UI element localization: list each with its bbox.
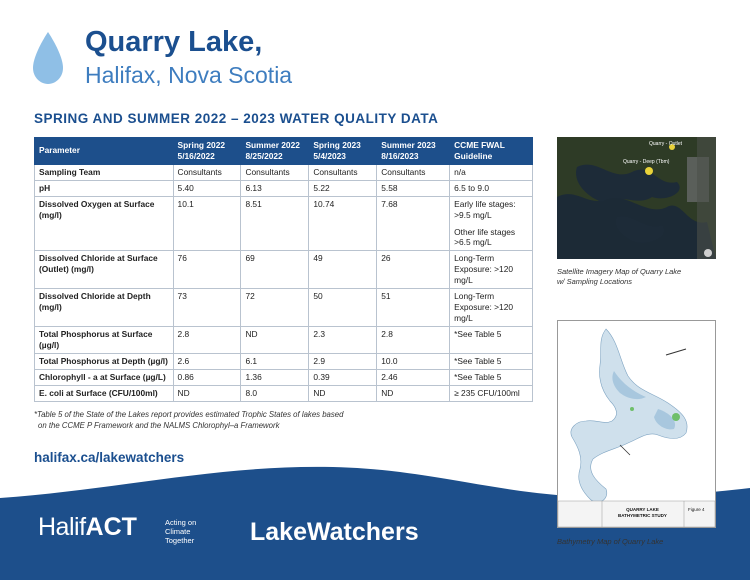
value-cell: 5.58: [377, 180, 450, 196]
outlet-label: Quarry - Outlet: [649, 141, 683, 147]
value-cell: ND: [377, 385, 450, 401]
satellite-caption: Satellite Imagery Map of Quarry Lake w/ Sampling Locations: [557, 267, 682, 287]
page-title: Quarry Lake,: [85, 26, 263, 58]
column-header: Parameter: [35, 138, 174, 165]
value-cell: 73: [173, 289, 241, 327]
value-cell: 69: [241, 251, 309, 289]
value-cell: 6.1: [241, 353, 309, 369]
parameter-cell: Total Phosphorus at Depth (µg/l): [35, 353, 174, 369]
table-row: [35, 353, 533, 369]
guideline-cell: Early life stages: >9.5 mg/L Other life stages >6.5 mg/L: [450, 196, 533, 251]
value-cell: 26: [377, 251, 450, 289]
value-cell: Consultants: [309, 164, 377, 180]
lakewatchers-link[interactable]: halifax.ca/lakewatchers: [34, 450, 185, 465]
table-row: [35, 369, 533, 385]
value-cell: 5.22: [309, 180, 377, 196]
bathymetry-title-block: QUARRY LAKE BATHYMETRIC STUDY: [618, 507, 667, 518]
value-cell: 50: [309, 289, 377, 327]
bathymetry-map: [557, 320, 716, 528]
value-cell: 0.86: [173, 369, 241, 385]
value-cell: ND: [241, 326, 309, 353]
value-cell: 2.9: [309, 353, 377, 369]
guideline-cell: 6.5 to 9.0: [450, 180, 533, 196]
value-cell: 6.13: [241, 180, 309, 196]
value-cell: 8.0: [241, 385, 309, 401]
bathymetry-caption: Bathymetry Map of Quarry Lake: [557, 537, 664, 546]
value-cell: ND: [173, 385, 241, 401]
bathymetry-drawing: [558, 321, 715, 527]
guideline-cell: *See Table 5: [450, 326, 533, 353]
figure-label: Figure 4: [688, 507, 705, 512]
value-cell: 10.1: [173, 196, 241, 251]
value-cell: 2.6: [173, 353, 241, 369]
value-cell: Consultants: [241, 164, 309, 180]
column-header: Summer 2022 8/25/2022: [241, 138, 309, 165]
guideline-cell: *See Table 5: [450, 369, 533, 385]
value-cell: 10.0: [377, 353, 450, 369]
table-row: [35, 289, 533, 327]
parameter-cell: Dissolved Oxygen at Surface (mg/l): [35, 196, 174, 251]
value-cell: 5.40: [173, 180, 241, 196]
value-cell: 51: [377, 289, 450, 327]
table-row: [35, 385, 533, 401]
parameter-cell: pH: [35, 180, 174, 196]
value-cell: 0.39: [309, 369, 377, 385]
page-location: Halifax, Nova Scotia: [85, 62, 293, 88]
value-cell: ND: [309, 385, 377, 401]
value-cell: 2.8: [377, 326, 450, 353]
parameter-cell: Sampling Team: [35, 164, 174, 180]
table-row: [35, 196, 533, 251]
section-subtitle: SPRING AND SUMMER 2022 – 2023 WATER QUALITY DATA: [34, 111, 439, 126]
satellite-imagery: [557, 137, 716, 259]
parameter-cell: Dissolved Chloride at Depth (mg/l): [35, 289, 174, 327]
value-cell: 49: [309, 251, 377, 289]
parameter-cell: Chlorophyll - a at Surface (µg/L): [35, 369, 174, 385]
lakewatchers-logo: LakeWatchers: [250, 518, 419, 546]
value-cell: 2.3: [309, 326, 377, 353]
halifact-tagline: Acting on Climate Together: [165, 518, 197, 545]
guideline-cell: Long-Term Exposure: >120 mg/L: [450, 289, 533, 327]
column-header: CCME FWAL Guideline: [450, 138, 533, 165]
value-cell: Consultants: [173, 164, 241, 180]
value-cell: 1.36: [241, 369, 309, 385]
water-drop-icon: [33, 32, 63, 84]
table-header-row: [35, 138, 533, 165]
parameter-cell: Total Phosphorus at Surface (µg/l): [35, 326, 174, 353]
water-quality-table: [34, 137, 533, 402]
deep-label: Quarry - Deep (Tbm): [623, 159, 670, 165]
table-row: [35, 251, 533, 289]
column-header: Spring 2023 5/4/2023: [309, 138, 377, 165]
guideline-cell: ≥ 235 CFU/100ml: [450, 385, 533, 401]
table-row: [35, 326, 533, 353]
guideline-cell: n/a: [450, 164, 533, 180]
value-cell: 2.8: [173, 326, 241, 353]
value-cell: 2.46: [377, 369, 450, 385]
column-header: Spring 2022 5/16/2022: [173, 138, 241, 165]
table-row: [35, 164, 533, 180]
halifact-logo: HalifACT: [38, 513, 137, 541]
satellite-map: [557, 137, 716, 259]
column-header: Summer 2023 8/16/2023: [377, 138, 450, 165]
table-footnote: *Table 5 of the State of the Lakes report provides estimated Trophic States of lakes based on the CCME P Framework and the NALMS Chlorophyl–a Framework: [34, 410, 344, 430]
parameter-cell: Dissolved Chloride at Surface (Outlet) (mg/l): [35, 251, 174, 289]
value-cell: Consultants: [377, 164, 450, 180]
value-cell: 8.51: [241, 196, 309, 251]
value-cell: 7.68: [377, 196, 450, 251]
guideline-cell: Long-Term Exposure: >120 mg/L: [450, 251, 533, 289]
value-cell: 76: [173, 251, 241, 289]
table-row: [35, 180, 533, 196]
parameter-cell: E. coli at Surface (CFU/100ml): [35, 385, 174, 401]
guideline-cell: *See Table 5: [450, 353, 533, 369]
value-cell: 10.74: [309, 196, 377, 251]
value-cell: 72: [241, 289, 309, 327]
